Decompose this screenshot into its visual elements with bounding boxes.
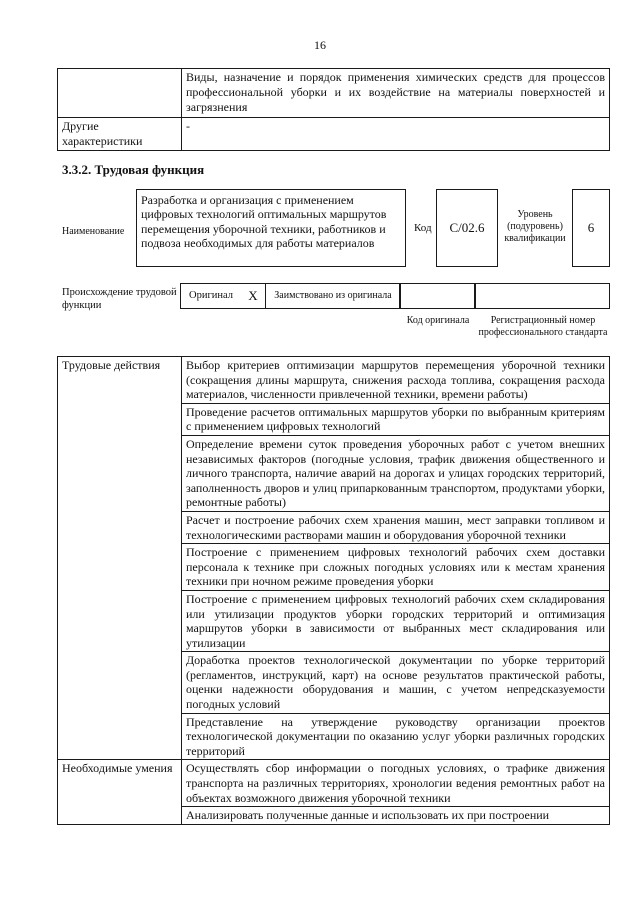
labor-function-table xyxy=(57,356,610,825)
page-number: 16 xyxy=(314,38,326,52)
other-characteristics-value: - xyxy=(182,118,610,151)
function-code: C/02.6 xyxy=(436,189,498,267)
registration-number-box xyxy=(475,283,610,309)
knowledge-item: Виды, назначение и порядок применения химических средств для процессов профессиональной уборки и их воздействие на материалы поверхностей и загрязнения xyxy=(182,69,610,118)
original-label: Оригинал xyxy=(189,290,233,301)
origin-box xyxy=(180,283,400,309)
code-label: Код xyxy=(414,222,432,234)
function-name: Разработка и организация с применением цифровых технологий оптимальных маршрутов перемещения уборочной техники, работников и подвоза необходимых для работы материалов xyxy=(136,189,406,267)
qualification-level: 6 xyxy=(572,189,610,267)
table-row xyxy=(58,69,610,118)
other-characteristics-label: Другие характеристики xyxy=(58,118,182,151)
labor-action-item: Расчет и построение рабочих схем хранения машин, мест заправки топливом и технологическими растворами машин и оборудования уборочной техники xyxy=(182,511,610,543)
labor-action-item: Построение с применением цифровых технологий рабочих схем складирования или утилизации продуктов уборки городских территорий и оптимизация маршрутов уборки в зависимости от выбранных мест складирования или утилизации xyxy=(182,590,610,651)
skills-label: Необходимые умения xyxy=(58,760,182,824)
table-row xyxy=(58,760,610,807)
original-code-box xyxy=(400,283,475,309)
section-title: 3.3.2. Трудовая функция xyxy=(62,162,205,177)
registration-caption: Регистрационный номер профессионального стандарта xyxy=(478,315,608,338)
empty-cell xyxy=(58,69,182,118)
original-mark: X xyxy=(248,288,258,303)
labor-action-item: Построение с применением цифровых технологий рабочих схем доставки персонала к технике при сложных погодных условиях или к местам хранения техники при ночном режиме проведения уборки xyxy=(182,544,610,591)
code-caption: Код оригинала xyxy=(406,315,470,326)
level-label: Уровень (подуровень) квалификации xyxy=(504,209,566,244)
labor-action-item: Представление на утверждение руководству организации проектов технологической документации по оказанию услуг уборки различных городских территорий xyxy=(182,713,610,760)
labor-action-item: Проведение расчетов оптимальных маршрутов уборки по выбранным критериям с применением цифровых технологий xyxy=(182,403,610,435)
labor-action-item: Определение времени суток проведения уборочных работ с учетом внешних независимых факторов (погодные условия, трафик движения общественного и личного транспорта, наличие аварий на дорогах и улицах городских территорий, заполненность дворов и улиц припаркованным транспортом, продуктами уборки, ремонтные работы) xyxy=(182,435,610,511)
labor-action-item: Выбор критериев оптимизации маршрутов перемещения уборочной техники (сокращения длины маршрута, снижения расхода топлива, сокращения расхода материалов, численности привлеченной техники, времени работы) xyxy=(182,357,610,404)
origin-label: Происхождение трудовой функции xyxy=(62,287,177,311)
skill-item: Анализировать полученные данные и использовать их при построении xyxy=(182,807,610,825)
borrowed-label: Заимствовано из оригинала xyxy=(265,284,400,308)
table-row xyxy=(58,357,610,404)
labor-actions-label: Трудовые действия xyxy=(58,357,182,760)
labor-action-item: Доработка проектов технологической документации по уборке территорий (регламентов, инструкций, карт) на основе результатов практической работы, оценки надежности оборудования и машин, с учетом непредсказуемости погодных условий xyxy=(182,652,610,713)
table-row xyxy=(58,118,610,151)
skill-item: Осуществлять сбор информации о погодных условиях, о трафике движения транспорта на различных территориях, хронологии ведения ремонтных работ на объектах возможного движения уборочной техники xyxy=(182,760,610,807)
name-label: Наименование xyxy=(62,226,125,237)
knowledge-table xyxy=(57,68,610,151)
